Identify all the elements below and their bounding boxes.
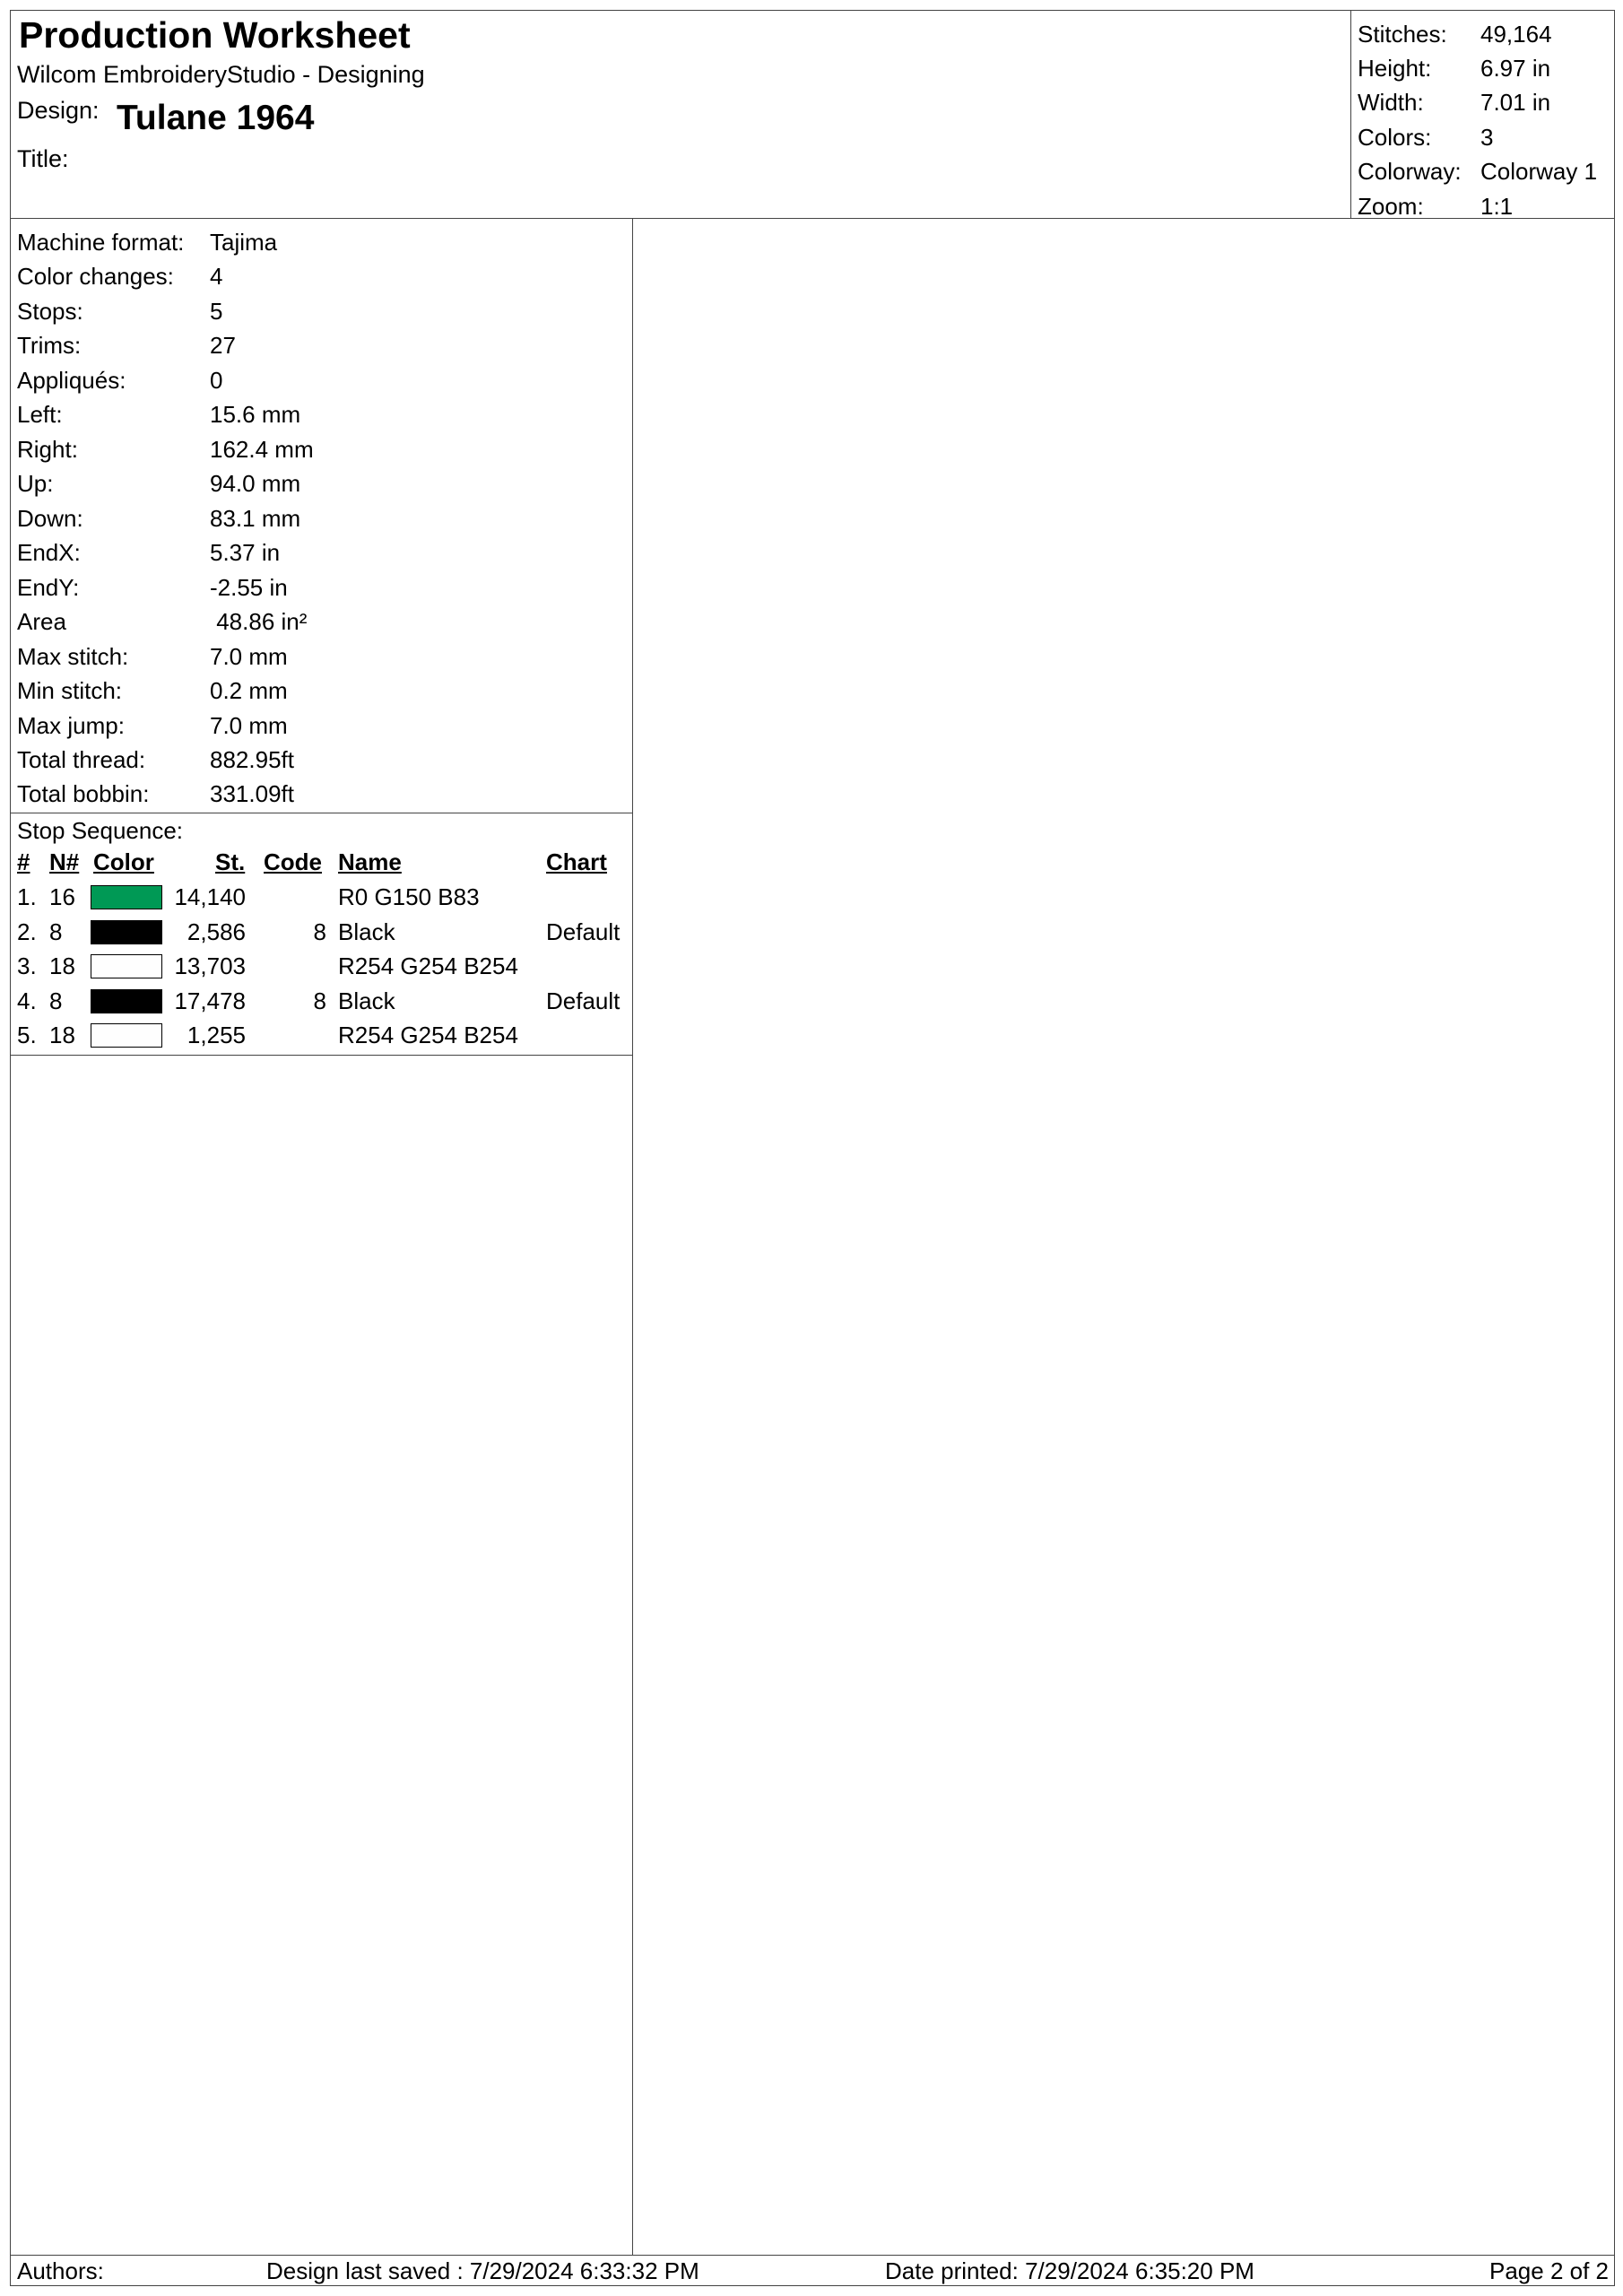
design-label: Design: bbox=[17, 97, 100, 124]
color-swatch bbox=[91, 1023, 162, 1048]
info-max-stitch: Max stitch: 7.0 mm bbox=[17, 643, 288, 670]
info-total-thread: Total thread: 882.95ft bbox=[17, 746, 294, 773]
color-swatch bbox=[91, 920, 162, 944]
worksheet-footer bbox=[11, 2255, 1614, 2285]
last-saved-date: Design last saved : 7/29/2024 6:33:32 PM bbox=[266, 2257, 699, 2284]
info-left: Left: 15.6 mm bbox=[17, 401, 301, 428]
stat-height: Height: 6.97 in bbox=[1358, 55, 1551, 82]
worksheet-page bbox=[10, 10, 1615, 2286]
info-right: Right: 162.4 mm bbox=[17, 436, 314, 463]
info-appliques: Appliqués: 0 bbox=[17, 367, 223, 394]
stop-sequence-title: Stop Sequence: bbox=[17, 817, 184, 844]
info-endy: EndY: -2.55 in bbox=[17, 574, 288, 601]
color-swatch bbox=[91, 885, 162, 909]
title-label: Title: bbox=[17, 145, 69, 172]
authors-label: Authors: bbox=[17, 2257, 104, 2284]
info-up: Up: 94.0 mm bbox=[17, 470, 301, 497]
stat-width: Width: 7.01 in bbox=[1358, 89, 1551, 116]
info-trims: Trims: 27 bbox=[17, 332, 236, 359]
stat-colorway: Colorway: Colorway 1 bbox=[1358, 158, 1598, 185]
info-max-jump: Max jump: 7.0 mm bbox=[17, 712, 288, 739]
info-min-stitch: Min stitch: 0.2 mm bbox=[17, 677, 288, 704]
printed-date: Date printed: 7/29/2024 6:35:20 PM bbox=[885, 2257, 1254, 2284]
header-color: Color bbox=[93, 848, 154, 875]
header-name: Name bbox=[338, 848, 402, 875]
stat-colors: Colors: 3 bbox=[1358, 124, 1494, 151]
info-machine-format: Machine format: Tajima bbox=[17, 229, 278, 256]
header-stitches: St. bbox=[215, 848, 246, 875]
worksheet-header bbox=[11, 11, 1614, 219]
page-number: Page 2 of 2 bbox=[1489, 2257, 1609, 2284]
info-stops: Stops: 5 bbox=[17, 298, 223, 325]
color-swatch bbox=[91, 954, 162, 978]
info-endx: EndX: 5.37 in bbox=[17, 539, 281, 566]
stat-zoom: Zoom: 1:1 bbox=[1358, 193, 1514, 220]
page-title: Production Worksheet bbox=[19, 14, 411, 56]
header-chart: Chart bbox=[546, 848, 607, 875]
application-name: Wilcom EmbroideryStudio - Designing bbox=[17, 61, 425, 88]
info-total-bobbin: Total bobbin: 331.09ft bbox=[17, 780, 294, 807]
info-down: Down: 83.1 mm bbox=[17, 505, 301, 532]
production-details-column: Machine format: Tajima Color changes: 4 Stops: 5 Trims: 27 Appliqués: 0 Left: 15.6 mm Right: 162.4 mm Up: 94.0 mm Down: 83.1 mm EndX: 5.37 in EndY: -2.55 in Area 48.86 in² Max stitch: 7.0 mm Min stitch: 0.2 mm Max jump: 7.0 mm Total thread: 882.95ft Total bobbin: 331.09ft Stop Sequence: # N# Color St. Code Name Chart 1. 16 14,140 R0 G150 B83 2. 8 2,586 8 Black Default 3. 18 13,703 R254 G254 B254 4. 8 17,478 8 Black Default 5. 18 1,255 R254 G254 B254 bbox=[11, 218, 633, 2255]
header-code: Code bbox=[264, 848, 322, 875]
section-divider bbox=[11, 1055, 632, 1056]
header-number: # bbox=[17, 848, 30, 875]
design-stats-panel bbox=[1350, 11, 1614, 218]
info-area: Area 48.86 in² bbox=[17, 608, 308, 635]
header-needle: N# bbox=[49, 848, 80, 875]
color-swatch bbox=[91, 989, 162, 1013]
stat-stitches: Stitches: 49,164 bbox=[1358, 21, 1552, 48]
design-name: Tulane 1964 bbox=[117, 99, 315, 137]
info-color-changes: Color changes: 4 bbox=[17, 263, 223, 290]
